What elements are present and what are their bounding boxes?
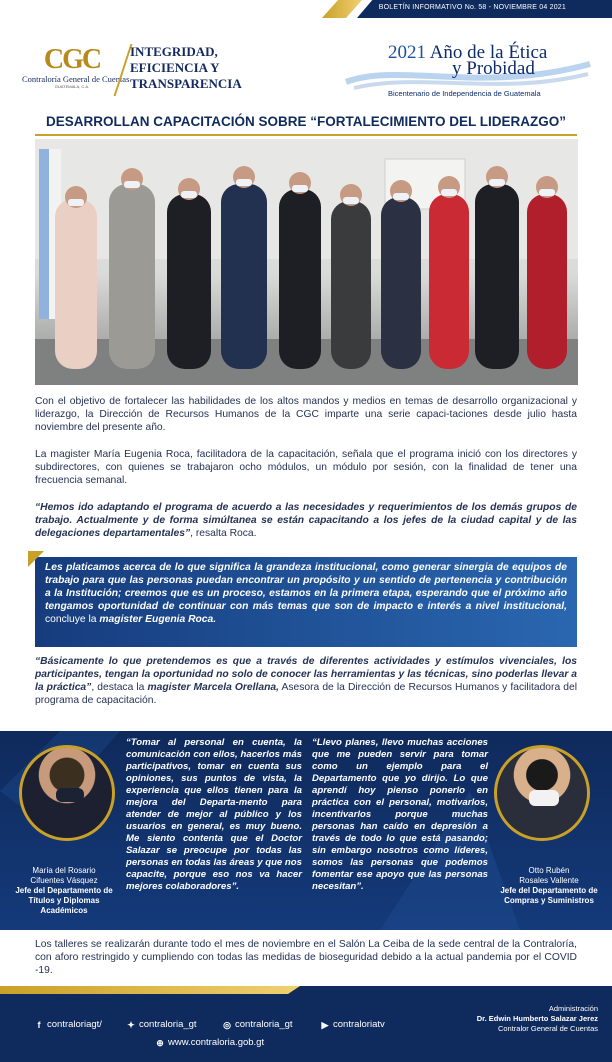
testimonial-band	[0, 731, 612, 930]
paragraph-roca: La magister María Eugenia Roca, facilitadora de la capacitación, señala que el programa inició con los directores y subdirectores, con quienes se trabajaron ocho módulos, un módulo por sesión, con la finalidad de tener una frecuencia semanal.	[35, 449, 577, 486]
quote-roca-attribution: , resalta Roca.	[190, 528, 257, 539]
headline: DESARROLLAN CAPACITACIÓN SOBRE “FORTALECIMIENTO DEL LIDERAZGO”	[45, 114, 566, 129]
year-title-2: y Probidad	[452, 58, 535, 79]
highlight-name: magister Eugenia Roca.	[99, 614, 217, 625]
orellana-role: Asesora de la Dirección de Recursos Humanos y facilitadora del programa de capacitación.	[35, 682, 577, 706]
person-right-role: Compras y Suministros	[504, 896, 594, 905]
mask-icon	[529, 790, 559, 806]
youtube-handle: contraloriatv	[333, 1019, 385, 1030]
footer-gold-stripe	[0, 986, 300, 994]
highlight-box	[35, 557, 577, 647]
orellana-name: magister Marcela Orellana,	[147, 682, 279, 693]
person-right-name: Rosales Vallente	[519, 876, 579, 885]
administration-block	[477, 1004, 598, 1034]
paragraph-intro: Con el objetivo de fortalecer las habilidades de los altos mandos y medios en temas de desarrollo organizacional y liderazgo, la Dirección de Recursos Humanos de la CGC imparte una serie capaci-taciones desde julio hasta noviembre del presente año.	[35, 396, 577, 433]
slogan-line: EFICIENCIA Y	[130, 60, 220, 75]
headline-rule	[35, 134, 577, 136]
person-left-name: María del Rosario	[32, 866, 96, 875]
footer	[0, 986, 612, 1062]
quote-left: “Tomar al personal en cuenta, la comunicación con ellos, hacerlos más participativos, tomar en cuenta sus opiniones, sus puntos de vista, la experiencia que ellos tienen para la mejora del Departa-mento para atender de mejor al público y los usuarios en general, es muy bueno. Me siento contenta que el Doctor Salazar se preocupe por todas las personas en todas las áreas y que nos capacite, porque eso nos va hacer mejores colaboradores”.	[126, 737, 302, 892]
logo-monogram: CGC	[43, 44, 101, 75]
year-number: 2021	[388, 42, 426, 63]
year-subtitle: Bicentenario de Independencia de Guatemala	[388, 89, 541, 98]
year-of-ethics-logo	[340, 42, 600, 102]
paragraph-quote-orellana	[35, 655, 577, 707]
person-right	[488, 866, 610, 906]
person-left-role: Jefe del Departamento de	[15, 886, 113, 895]
slogan	[130, 44, 242, 92]
twitter-handle: contraloria_gt	[139, 1019, 197, 1030]
facebook-icon: f	[37, 1019, 41, 1030]
portrait-left	[19, 745, 115, 841]
admin-name: Dr. Edwin Humberto Salazar Jerez	[476, 1014, 598, 1023]
person-right-name: Otto Rubén	[528, 866, 570, 875]
portrait-right	[494, 745, 590, 841]
top-bar	[0, 0, 612, 26]
group-photo	[35, 139, 578, 385]
person-left-role: Académicos	[40, 906, 88, 915]
year-title-1: Año de la Ética	[429, 42, 548, 63]
slogan-line: TRANSPARENCIA	[130, 76, 242, 91]
admin-role: Contralor General de Cuentas	[497, 1024, 598, 1033]
top-bar-gold-accent	[322, 0, 362, 18]
person-right-role: Jefe del Departamento de	[500, 886, 598, 895]
youtube-icon: ▶	[321, 1019, 329, 1030]
quote-orellana: “Básicamente lo que pretendemos es que a través de diferentes actividades y estímulos vivenciales, los participantes, tengan la oportunidad no solo de conocer las herramientas y las técnicas, sino poderlas llevar a la práctica”	[35, 656, 577, 693]
instagram-handle: contraloria_gt	[235, 1019, 293, 1030]
group-photo-illustration	[35, 139, 578, 385]
globe-icon: ⊕	[156, 1037, 164, 1048]
slogan-line: INTEGRIDAD,	[130, 44, 218, 59]
paragraph-quote-roca	[35, 501, 577, 540]
person-left-name: Cifuentes Vásquez	[30, 876, 98, 885]
website-url: www.contraloria.gob.gt	[168, 1037, 265, 1048]
bulletin-number: BOLETÍN INFORMATIVO No. 58 - NOVIEMBRE 04 2021	[378, 4, 566, 11]
cgc-logo	[22, 44, 130, 96]
quote-right: “Llevo planes, llevo muchas acciones que me pueden servir para tomar como un ejemplo para el Departamento que yo dirijo. Lo que aprendí hoy pienso ponerlo en práctica con el personal, motivarlos, incentivarlos porque muchas personas han caído en depresión a través de todo lo que está pasando; sin embargo nosotros como líderes, somos las personas que podemos fomentar ese apoyo que las personas necesitan”.	[312, 737, 488, 892]
instagram-icon: ◎	[223, 1019, 231, 1030]
highlight-tail: concluye la	[45, 614, 100, 625]
facebook-handle: contraloriagt/	[47, 1019, 102, 1030]
instagram-link[interactable]	[222, 1019, 293, 1030]
facebook-link[interactable]	[34, 1019, 102, 1030]
logo-name: Contraloría General de Cuentas	[22, 74, 130, 84]
mask-icon	[56, 788, 84, 802]
person-left-role: Títulos y Diplomas	[28, 896, 100, 905]
youtube-link[interactable]	[320, 1019, 385, 1030]
website-link[interactable]	[155, 1037, 264, 1048]
quote-orellana-mid: , destaca la	[91, 682, 148, 693]
twitter-icon: ✦	[127, 1019, 135, 1030]
logo-subtitle: GUATEMALA, C.A.	[54, 84, 90, 89]
quote-roca: “Hemos ido adaptando el programa de acuerdo a las necesidades y requerimientos de los demás grupos de trabajo. Actualmente y de forma simúltanea se están capacitando a los jefes de la ciudad capital y de las delegaciones departamentales”	[35, 502, 577, 539]
highlight-quote: Les platicamos acerca de lo que significa la grandeza institucional, como generar sinergia de equipos de trabajo para que las personas puedan encontrar un propósito y un sentido de pertenencia y contribución a la Institución; creemos que es un proceso, estamos en la primera etapa, esperando que el próximo año tengamos oportunidad de continuar con más temas que son de impacto e interés a nivel institucional,	[45, 562, 567, 612]
highlight-box-corner	[28, 551, 44, 567]
admin-label: Administración	[548, 1004, 598, 1013]
twitter-link[interactable]	[126, 1019, 197, 1030]
paragraph-closing: Los talleres se realizarán durante todo el mes de noviembre en el Salón La Ceiba de la sede central de la Contraloría, con aforo restringido y cumpliendo con todas las medidas de bioseguridad debido a la actual pandemia por el COVID -19.	[35, 939, 577, 976]
person-left	[4, 866, 124, 916]
